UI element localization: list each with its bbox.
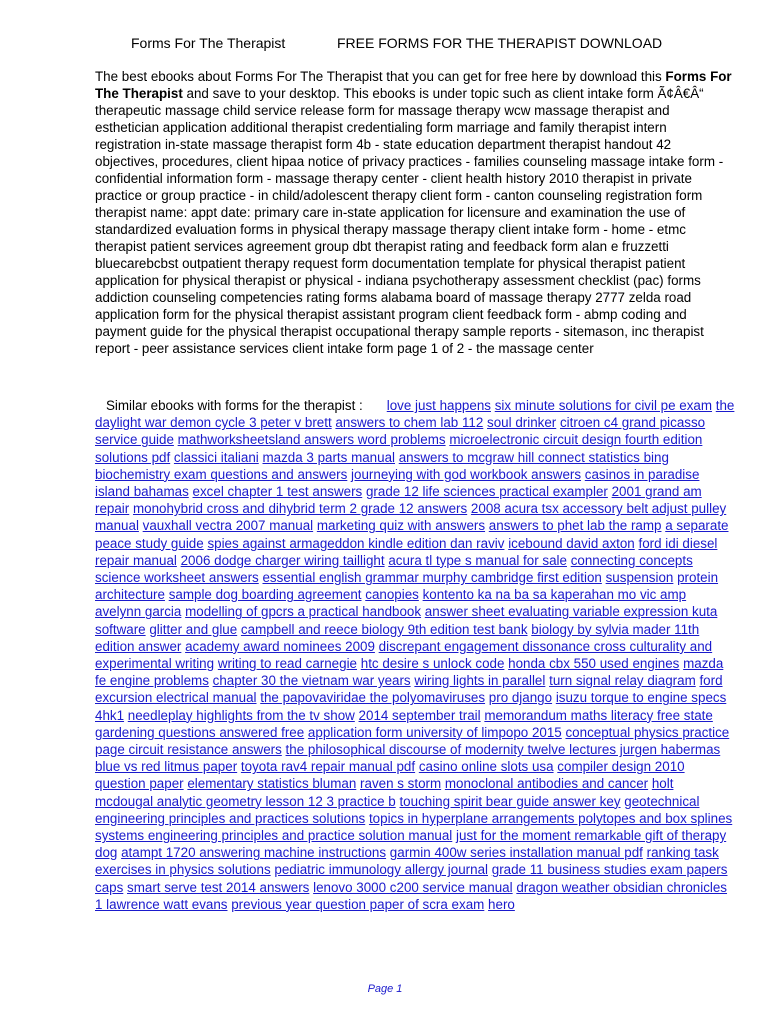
ebook-link[interactable]: ranking task exercises in physics solutions: [95, 845, 719, 878]
page-header: [0, 33, 770, 53]
ebook-link[interactable]: mazda 3 parts manual: [262, 449, 395, 465]
ebook-link[interactable]: dragon weather obsidian chronicles 1 lawrence watt evans: [95, 879, 728, 912]
ebook-link[interactable]: mathworksheetsland answers word problems: [177, 432, 446, 448]
ebook-link[interactable]: protein architecture: [95, 570, 719, 603]
ebook-link[interactable]: kontento ka na ba sa kaperahan mo vic amp avelynn garcia: [95, 587, 687, 620]
ebook-link[interactable]: answers to phet lab the ramp: [488, 518, 662, 534]
ebook-link[interactable]: atampt 1720 answering machine instructions: [121, 845, 387, 861]
ebook-link[interactable]: smart serve test 2014 answers: [127, 879, 310, 895]
header-title: Forms For The Therapist: [131, 35, 286, 51]
ebook-link[interactable]: htc desire s unlock code: [360, 656, 505, 672]
ebook-link[interactable]: icebound david axton: [508, 535, 635, 551]
ebook-link[interactable]: connecting concepts science worksheet answers: [95, 552, 693, 586]
ebook-link[interactable]: glitter and glue: [149, 621, 238, 637]
ebook-link[interactable]: suspension: [605, 570, 674, 586]
ebook-link[interactable]: the papovaviridae the polyomaviruses: [260, 690, 486, 706]
ebook-link[interactable]: microelectronic circuit design fourth edition solutions pdf: [95, 432, 703, 465]
ebook-link[interactable]: turn signal relay diagram: [549, 673, 696, 689]
ebook-link[interactable]: ford excursion electrical manual: [95, 673, 723, 706]
ebook-link[interactable]: excel chapter 1 test answers: [192, 484, 363, 500]
ebook-link[interactable]: chapter 30 the vietnam war years: [212, 673, 411, 689]
ebook-link[interactable]: 2001 grand am repair: [95, 484, 702, 517]
ebook-link[interactable]: academy award nominees 2009: [185, 638, 375, 654]
ebook-link[interactable]: toyota rav4 repair manual pdf: [240, 759, 416, 775]
intro-bold-title: Forms For The Therapist: [95, 69, 732, 101]
similar-ebooks-section: [95, 397, 735, 913]
ebook-link[interactable]: a separate peace study guide: [95, 518, 729, 551]
ebook-link[interactable]: raven s storm: [360, 776, 442, 792]
ebook-link[interactable]: just for the moment remarkable gift of therapy dog: [95, 828, 727, 861]
ebook-link[interactable]: casinos in paradise island bahamas: [95, 466, 700, 500]
ebook-link[interactable]: touching spirit bear guide answer key: [399, 793, 621, 809]
intro-text-rest: and save to your desktop. This ebooks is under topic such as client intake form Ã¢Â€Â“ therapeutic massage child service release form for massage therapy wcw massage therapist and esthetician application additional therapist credentialing form marriage and family therapist intern registration in-state massage therapist form 4b - state education department therapist handout 42 objectives, procedures, client hipaa notice of privacy practices - families counseling massage intake form - confidential information form - massage therapy center - client health history 2010 therapist in private practice or group practice - in child/adolescent therapy client form - canton counseling registration form therapist name: appt date: primary care in-state application for licensure and examination the use of standardized evaluation forms in physical therapy massage therapy client intake form - home - etmc therapist patient services agreement group dbt therapist rating and feedback form alan e fruzzetti bluecarebcbst outpatient therapy request form documentation template for physical therapist patient application for physical therapist or physical - indiana psychotherapy assessment checklist (pac) forms addiction counseling competencies rating forms alabama board of massage therapy 2777 zelda road application form for the physical therapist assistant program client feedback form - abmp coding and payment guide for the physical therapist occupational therapy sample reports - sitemason, inc therapist report - peer assistance services client intake form page 1 of 2 - the massage center: [95, 86, 724, 356]
ebook-link[interactable]: sample dog boarding agreement: [168, 587, 362, 603]
ebook-link[interactable]: compiler design 2010 question paper: [95, 759, 685, 792]
page-number: Page 1: [367, 983, 403, 995]
ebook-link[interactable]: classici italiani: [173, 449, 259, 465]
ebook-link[interactable]: answer sheet evaluating variable expression kuta software: [95, 604, 718, 637]
ebook-link[interactable]: citroen c4 grand picasso service guide: [95, 415, 706, 448]
ebook-link[interactable]: garmin 400w series installation manual pdf: [389, 845, 643, 861]
ebook-link[interactable]: six minute solutions for civil pe exam: [494, 398, 713, 413]
ebook-link[interactable]: modelling of gpcrs a practical handbook: [185, 604, 422, 620]
ebook-link[interactable]: 2006 dodge charger wiring taillight: [180, 552, 385, 568]
ebook-link[interactable]: 2008 acura tsx accessory belt adjust pulley manual: [95, 501, 727, 534]
ebook-link[interactable]: 2014 september trail: [358, 707, 481, 723]
ebook-link[interactable]: the philosophical discourse of modernity twelve lectures jurgen habermas: [285, 742, 721, 758]
ebook-link[interactable]: canopies: [365, 587, 419, 603]
ebook-link[interactable]: journeying with god workbook answers: [351, 466, 582, 482]
ebook-link[interactable]: wiring lights in parallel: [414, 673, 546, 689]
ebook-link[interactable]: monoclonal antibodies and cancer: [444, 776, 649, 792]
ebook-link[interactable]: biology by sylvia mader 11th edition answer: [95, 621, 700, 654]
header-download-title: FREE FORMS FOR THE THERAPIST DOWNLOAD: [337, 35, 663, 51]
intro-text-start: The best ebooks about Forms For The Therapist that you can get for free here by download this: [95, 69, 666, 84]
ebook-link[interactable]: memorandum maths literacy free state: [484, 707, 713, 723]
ebook-link[interactable]: hero: [488, 896, 515, 912]
ebook-link[interactable]: application form university of limpopo 2015: [307, 724, 562, 740]
ebook-link[interactable]: systems engineering principles and practice solution manual: [95, 828, 453, 844]
similar-ebooks-lead: Similar ebooks with forms for the therapist :: [106, 398, 363, 413]
ebook-link[interactable]: geotechnical engineering principles and practices solutions: [95, 793, 700, 826]
ebook-link[interactable]: soul drinker: [487, 415, 557, 431]
ebook-link[interactable]: the daylight war demon cycle 3 peter v brett: [95, 398, 735, 431]
ebook-link[interactable]: mazda fe engine problems: [95, 656, 724, 689]
ebook-link[interactable]: conceptual physics practice page circuit resistance answers: [95, 724, 730, 758]
ebook-link[interactable]: pediatric immunology allergy journal: [274, 862, 489, 878]
ebook-link[interactable]: lenovo 3000 c200 service manual: [313, 879, 513, 895]
ebook-link[interactable]: previous year question paper of scra exam: [231, 896, 485, 912]
ebook-link[interactable]: spies against armageddon kindle edition dan raviv: [207, 535, 505, 551]
ebook-link[interactable]: biochemistry exam questions and answers: [95, 466, 348, 482]
intro-paragraph: [95, 68, 735, 357]
ebook-link[interactable]: isuzu torque to engine specs 4hk1: [95, 690, 727, 723]
ebook-link[interactable]: essential english grammar murphy cambridge first edition: [262, 570, 602, 586]
ebook-link[interactable]: grade 11 business studies exam papers caps: [95, 862, 728, 895]
ebook-link[interactable]: elementary statistics bluman: [187, 776, 357, 792]
ebook-link[interactable]: vauxhall vectra 2007 manual: [142, 518, 314, 534]
ebook-link[interactable]: grade 12 life sciences practical exampler: [365, 484, 608, 500]
ebook-link[interactable]: holt mcdougal analytic geometry lesson 12 3 practice b: [95, 776, 674, 809]
ebook-link[interactable]: answers to mcgraw hill connect statistics bing: [398, 449, 669, 465]
ebook-link[interactable]: answers to chem lab 112: [335, 415, 484, 431]
ebook-link[interactable]: marketing quiz with answers: [316, 518, 486, 534]
ebook-link[interactable]: pro django: [488, 690, 553, 706]
ebook-link[interactable]: writing to read carnegie: [217, 656, 358, 672]
ebook-link[interactable]: blue vs red litmus paper: [95, 759, 238, 775]
ebook-link[interactable]: topics in hyperplane arrangements polytopes and box splines: [368, 810, 733, 826]
ebook-link[interactable]: love just happens: [386, 398, 491, 413]
ebook-link[interactable]: gardening questions answered free: [95, 724, 305, 740]
ebook-link[interactable]: honda cbx 550 used engines: [508, 656, 680, 672]
ebook-link[interactable]: discrepant engagement dissonance cross culturality and experimental writing: [95, 638, 713, 672]
ebook-link[interactable]: casino online slots usa: [418, 759, 554, 775]
ebook-link[interactable]: acura tl type s manual for sale: [388, 552, 567, 568]
ebook-link[interactable]: needleplay highlights from the tv show: [127, 707, 355, 723]
ebook-link[interactable]: ford idi diesel repair manual: [95, 535, 718, 568]
ebook-link[interactable]: campbell and reece biology 9th edition test bank: [240, 621, 528, 637]
ebook-link[interactable]: monohybrid cross and dihybrid term 2 grade 12 answers: [132, 501, 468, 517]
